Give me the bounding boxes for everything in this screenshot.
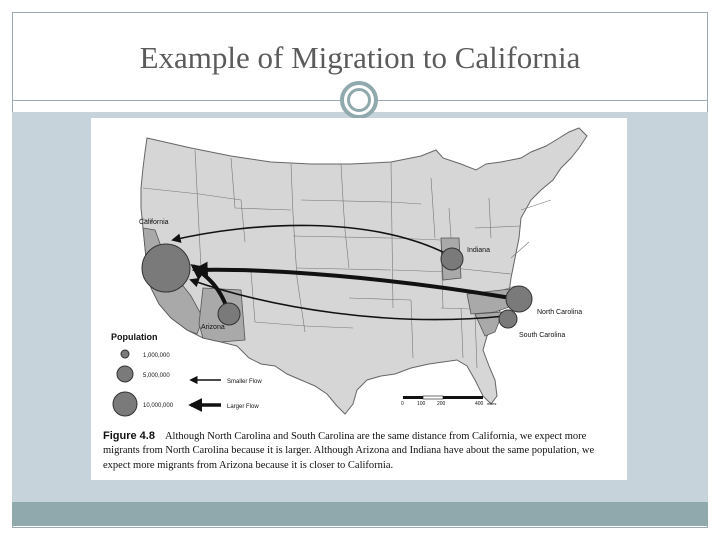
legend-circle-large <box>113 392 137 416</box>
figure-number: Figure 4.8 <box>103 430 155 442</box>
scale-tick-200: 200 <box>437 401 446 407</box>
scale-tick-400: 400 <box>475 401 484 407</box>
circle-north-carolina <box>506 286 532 312</box>
label-indiana: Indiana <box>467 247 490 254</box>
circle-south-carolina <box>499 310 517 328</box>
label-arizona: Arizona <box>201 324 225 331</box>
circle-arizona <box>218 303 240 325</box>
scale-bar <box>401 396 496 407</box>
slide-title: Example of Migration to California <box>139 40 581 75</box>
legend-circle-medium <box>117 366 133 382</box>
circle-california <box>142 244 190 292</box>
legend-title: Population <box>111 332 158 342</box>
migration-map-figure <box>91 118 627 480</box>
footer-band <box>12 502 708 526</box>
legend-circle-small <box>121 350 129 358</box>
legend-size-medium: 5,000,000 <box>143 373 170 379</box>
circle-indiana <box>441 248 463 270</box>
label-south-carolina: South Carolina <box>519 332 566 339</box>
legend-size-large: 10,000,000 <box>143 403 174 409</box>
label-california: California <box>139 219 169 226</box>
figure-caption <box>103 429 623 473</box>
scale-tick-0: 0 <box>401 401 404 407</box>
decorative-ring-icon <box>340 81 378 119</box>
figure-caption-text: Although North Carolina and South Carolina are the same distance from California, we expect more migrants from North Carolina because it is larger. Although Arizona and Indiana have about the same population, we expect more migrants from Arizona because it is closer to California. <box>103 431 595 471</box>
label-north-carolina: North Carolina <box>537 309 583 316</box>
scale-tick-100: 100 <box>417 401 426 407</box>
scale-unit: miles <box>487 401 497 406</box>
legend-size-small: 1,000,000 <box>143 353 170 359</box>
us-map <box>91 118 627 428</box>
legend-smaller-flow: Smaller Flow <box>227 379 262 385</box>
legend-larger-flow: Larger Flow <box>227 404 259 410</box>
